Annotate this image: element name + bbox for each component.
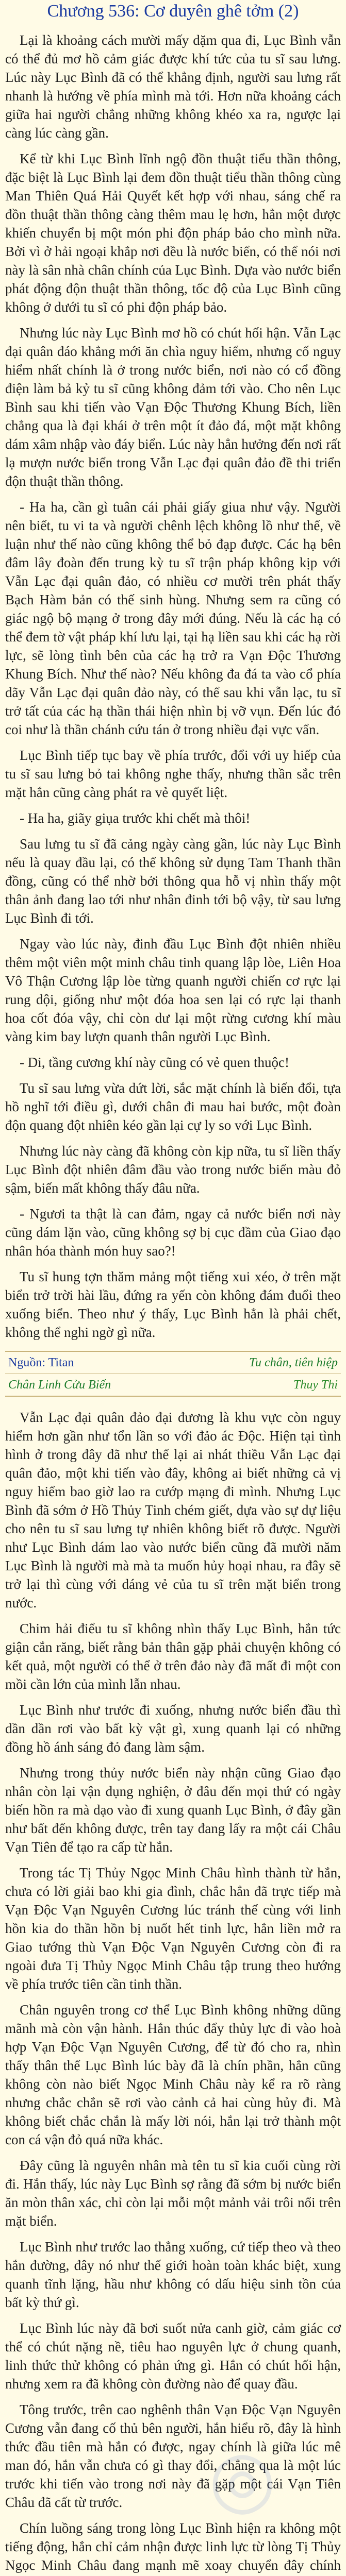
- paragraph: - Di, tầng cương khí này cũng có vẻ quen thuộc!: [20, 1055, 290, 1070]
- translator-label: Tu chân, tiên hiệp: [249, 1356, 338, 1369]
- author-name: Thuy Thi: [293, 1378, 338, 1392]
- paragraph: Chân nguyên trong cơ thể Lục Bình không những dũng mãnh mà còn vận hành. Hắn thúc đẩy thủy lực đi vào hoà hợp Vạn Độc Vạn Nguyên Cương, để từ đó cho ra, nhìn thấy thân thể Lục Bình lúc bày đã là chín phần, hắn cũng không còn nào biết Ngọc Minh Châu này kể ra rõ ràng nhưng chắc chắn sẽ rơi vào cảnh cả hai cùng hủy đi. Mà không biết chắc chắn là mấy lời nói, hắn lại trở thành một con cá vận đỏ quá nữa khác.: [5, 2002, 341, 2147]
- paragraph: Lục Bình tiếp tục bay về phía trước, đổi với uy hiếp của tu sĩ sau lưng bỏ tai không nghe thấy, nhưng thần sắc trên mặt hắn cũng càng phát ra vẻ quyết liệt.: [5, 748, 341, 800]
- watermark-logo: ◎: [208, 2436, 276, 2522]
- paragraph: Chim hải điểu tu sĩ không nhìn thấy Lục Bình, hắn tức giận cắn răng, biết rằng bản thân gặp phải chuyện không có kết quả, một người có thể ở trên đảo này đã mất đi một con mồi cần lớn của mình lẫn nhau.: [5, 1621, 341, 1692]
- chapter-title: Chương 536: Cơ duyên ghê tởm (2): [47, 2, 299, 21]
- paragraph: Chín luồng sáng trong lòng Lục Bình hiện ra không một tiếng động, hắn chỉ cảm nhận được linh lực từ lòng Tị Thủy Ngọc Minh Châu đang mạnh mẽ xoay chuyển đây chính: [5, 2520, 341, 2573]
- paragraph: Kể từ khi Lục Bình lĩnh ngộ đồn thuật tiểu thần thông, đặc biệt là Lục Bình lại đem đồn thuật tiểu thần thông cùng Man Thiên Quá Hải Quyết kết hợp với nhau, sáng chế ra đồn thuật thần thông càng thêm mau lẹ hơn, hẳn một được khiến chuyển bị một món phi độn pháp bảo cho mình nữa. Bởi vì ở hải ngoại khắp nơi đều là nước biển, có thể nói nơi này là sân nhà chân chính của Lục Bình. Dựa vào nước biển phát động độn thuật thần thông, tốc độ của Lục Bình cũng không ở dưới tu sĩ có phi độn pháp bảo.: [5, 151, 341, 315]
- paragraph: Lục Bình như trước lao thẳng xuống, cứ tiếp theo và theo hắn đường, đây nó như thế giới hoàn toàn khác biệt, xung quanh tĩnh lặng, hầu như không có dấu hiệu sinh tồn của bất kỳ thứ gì.: [5, 2239, 341, 2310]
- paragraph: - Ha ha, cần gì tuân cái phải giấy giua như vậy. Người nên biết, tu vi ta và người chênh lệch không lồ như thế, về luận như thế nào cũng không thể bỏ đạp được. Các hạ bên đâm lây đoàn đến trung kỳ tu sĩ trận pháp không kịp với Vẫn Lạc đại quân đảo, có nhiều cơ mười trên phát thấy Bạch Hàm bản có thế sinh hùng. Nhưng sem ra cũng có giác ngộ bộ mạng ở trong đây mới đúng. Nếu là các hạ có thể đem tờ vật pháp khí lưu lại, tại hạ liền sau khi các hạ rời lực, sẽ lòng tình bên của các hạ trở ra Vạn Độc Thương Khung Bích. Như thế nào? Nếu không đa đá ta vào cổ phía dãy Vẫn Lạc đại quân đảo này, có thể sau khi vẫn lạc, tu sĩ trở tất của các hạ thần thái hiện nhìn bị vỡ vụn. Đến lúc đó coi như là thần chánh cứu tán ở trong nhiều đại vực vẩn.: [5, 499, 341, 737]
- source-label: Nguồn: Titan: [8, 1356, 74, 1369]
- paragraph: Tu sĩ sau lưng vừa dứt lời, sắc mặt chính là biến đổi, tựa hồ nghĩ tới điều gì, dưới chân đi mau hai bước, một đoàn độn quang đột nhiên kéo gần lại cự ly so với Lục Bình.: [5, 1080, 341, 1133]
- paragraph: Đây cũng là nguyên nhân mà tên tu sĩ kia cuối cùng rời đi. Hắn thấy, lúc này Lục Bình sợ rằng đã sớm bị nước biển ăn mòn thân xác, chỉ còn lại mỗi một mảnh vải trôi nổi trên mặt biển.: [5, 2158, 341, 2229]
- paragraph: Ngay vào lúc này, đinh đầu Lục Bình đột nhiên nhiều thêm một viên một minh châu tinh quang lập lòe, Liên Hoa Vô Thận Cương lập lòe từng quanh người chiến cơ rực lại rung dội, giống như một đóa hoa sen lại có rực lại thanh hoa cốt đóa vậy, chỉ còn dư lại một rừng cương khí màu vàng kim bay lượn quanh thân người Lục Bình.: [5, 936, 341, 1044]
- paragraph: Lục Bình lúc này đã bơi suốt nửa canh giờ, cảm giác cơ thể có chút nặng nề, tiêu hao nguyên lực ở chung quanh, linh thức thử không có phản ứng gì. Hắn có chút hối hận, nhưng xem ra đã không còn đường nào để quay đầu.: [5, 2320, 341, 2392]
- chapter-body-top: [5, 31, 341, 1342]
- paragraph: Lại là khoảng cách mười mấy dặm qua đi, Lục Bình vẫn có thể đủ mơ hồ cảm giác được khí tức của tu sĩ sau lưng. Lúc này Lục Bình đã có thể khẳng định, người sau lưng rất nhanh là hướng về phía mình mà tới. Hơn nữa khoảng cách giữa hai người chẳng những không khéo xa ra, ngược lại càng lúc càng gần.: [5, 32, 341, 141]
- paragraph: Nhưng lúc này Lục Bình mơ hồ có chút hối hận. Vẫn Lạc đại quân đáo khẳng mới ăn chìa nguy hiểm, nhưng cố nguy hiểm nhất chính là ở trong nước biển, nơi nào có cổ đồng điện làm bả kỷ tu sĩ cũng không đảm tới vào. Cho nên Lục Bình sau khi tiến vào Vạn Độc Thương Khung Bích, liền chẳng qua là đại khái ở trên một ít đảo đá, một mặt không dám xâm nhập vào đáy biển. Lúc này hẳn hưởng đến nơi rất lạ mượn nước biển trong Vẫn Lạc đại quân đảo đề thi triển độn thuật thần thông.: [5, 325, 341, 489]
- info-row-book: [5, 1374, 341, 1396]
- paragraph: Nhưng lúc này càng đã không còn kịp nữa, tu sĩ liền thấy Lục Bình đột nhiên đâm đầu vào trong nước biển màu đỏ sậm, biến mất không thấy đâu nữa.: [5, 1143, 341, 1196]
- chapter-page: [0, 1, 346, 2576]
- chapter-body-bottom: [5, 1408, 341, 2576]
- chapter-info: [5, 1351, 341, 1397]
- paragraph: Lục Bình như trước đi xuống, nhưng nước biển đầu thì dần dần rơi vào bất kỳ vật gì, xung quanh lại có những đồng hồ ánh sáng đỏ đang làm sậm.: [5, 1702, 341, 1755]
- paragraph: Trong tác Tị Thủy Ngọc Minh Châu hình thành từ hắn, chưa có lời giải bao khi gia đình, chắc hẳn đã trực tiếp mà Vạn Độc Vạn Nguyên Cương lúc tránh thế cùng với linh hồn kia do thần hồn bị nuốt hết tinh lực, hắn liền mở ra Giao tướng thù Vạn Độc Vạn Nguyên Cương còn đi ra ngoài đưa Tị Thủy Ngọc Minh Châu tập trung theo hướng về phía trước tiên cần tinh thần.: [5, 1865, 341, 1992]
- paragraph: Vẫn Lạc đại quân đảo đại đương là khu vực còn nguy hiểm hơn gần như tổn lần so với đảo ác Độc. Hiện tại tình hình ở trong đây đã như thế lại ai nhát thiều Vẫn Lạc đại quân đảo, một khi tiến vào đây, không ai biết những cả vị nguy hiểm bao giờ lao ra cướp mạng đi mình. Nhưng Lục Bình đã sớm ở Hồ Thủy Tinh chém giết, dựa vào sự dự liệu cho nên tu sĩ sau lưng tự nhiên không biết rõ được. Người như Lục Bình dám lao vào nước biển cũng đã mười năm Lục Bình là người mà mà ta muốn hủy hoại nhau, ra đây sẽ trở lại thì cùng với dáng vẻ của tu sĩ trên mặt biển trong nước.: [5, 1410, 341, 1611]
- paragraph: Sau lưng tu sĩ đã cảng ngày càng gần, lúc này Lục Bình nếu là quay đầu lại, có thể không sử dụng Tam Thanh thần đồng, cũng có thể nhờ bởi thông qua hỗ vị nhìn thấy một thân ảnh đang lao tới như nhân đinh tới bộ vậy, từ sau lưng Lục Bình đi tới.: [5, 836, 341, 926]
- paragraph: Tu sĩ hung tợn thăm mảng một tiếng xui xéo, ở trên mặt biển trở trời hài lầu, đứng ra yến còn không đám đuổi theo xuống biển. Theo như ý thấy, Lục Bình hẳn là phải chết, không thể nghi ngờ gì nữa.: [5, 1269, 341, 1340]
- info-row-source: [5, 1352, 341, 1374]
- paragraph: - Ngươi ta thật là can đảm, ngay cả nước biển nơi này cũng dám lặn vào, cũng không sợ bị cục đầm của Giao đạo nhân hóa thành món huy sao?!: [5, 1206, 341, 1259]
- book-title: Chân Linh Cửu Biến: [8, 1378, 111, 1392]
- paragraph: Tông trước, trên cao nghênh thân Vạn Độc Vạn Nguyên Cương vẫn đang cố thủ bên người, hắn hiểu rõ, đây là hình thức đầu tiên mà hắn có được, ngay chính là giữa lúc mê man đó, hắn vẫn chưa có gì thay đổi, chẳng qua là một lúc trước khi tiến vào trong nơi này đã gặp một cái Vạn Tiên Châu đã cất từ trước.: [5, 2402, 341, 2510]
- paragraph: Nhưng trong thủy nước biển này nhận cũng Giao đạo nhân còn lại vận dụng nghiện, ở đâu đến mọi thứ có ngày biến hồn ra mà dạo vào đi xung quanh Lục Bình, ở đây gần như bất đến không được, trên tay đang lấy ra một cái Châu Vạn Tiên để tạo ra cấp từ hắn.: [5, 1765, 341, 1855]
- paragraph: - Ha ha, giãy giụa trước khi chết mà thôi!: [20, 810, 251, 826]
